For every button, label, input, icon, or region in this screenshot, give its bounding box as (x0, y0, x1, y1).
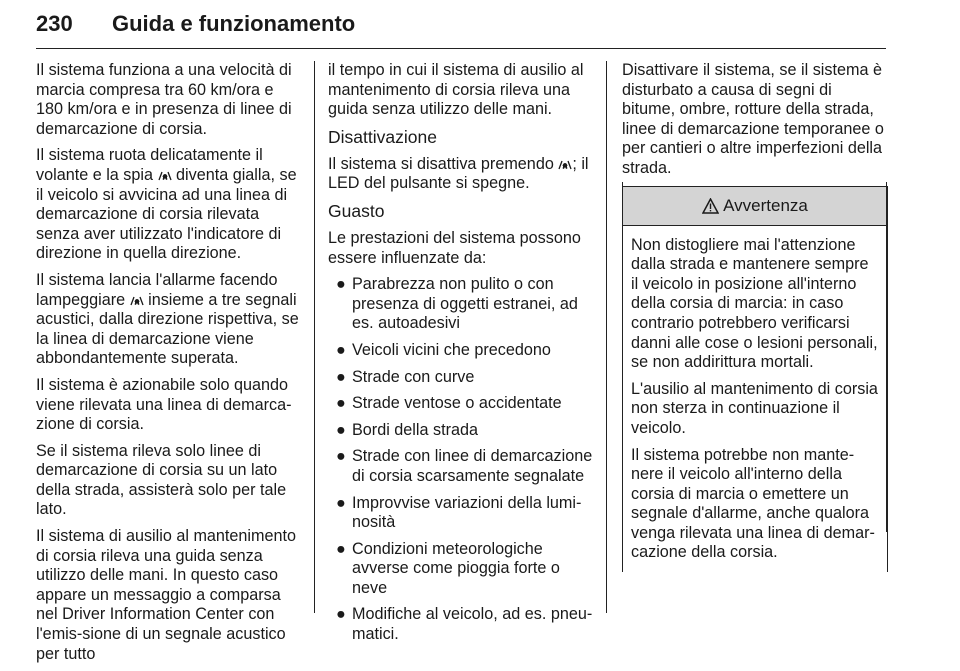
paragraph: Le prestazioni del sistema possono essere influenzate da: (328, 228, 581, 267)
lane-assist-icon (558, 158, 572, 170)
warning-triangle-icon (702, 198, 719, 214)
warning-box-spacer (622, 572, 888, 573)
chapter-title: Guida e funzionamento (112, 11, 356, 36)
bullet-icon: ● (336, 367, 346, 386)
list-item: ● Modifiche al veicolo, ad es. pneu-matici. (336, 605, 593, 644)
warning-box-right-edge (886, 182, 887, 532)
list-item: ● Veicoli vicini che precedono (336, 340, 551, 359)
paragraph: Il sistema si disattiva premendo ; il LED del pulsante si spegne. (328, 154, 589, 193)
lane-assist-icon (158, 169, 172, 181)
paragraph: L'ausilio al mantenimento di corsia non sterza in continuazione il veicolo. (631, 379, 878, 437)
paragraph: Il sistema potrebbe non mante-nere il veicolo all'interno della corsia di marcia o emettere un segnale d'allarme, anche qualora venga rilevata una linea di demar-cazione della corsia. (631, 445, 875, 562)
warning-title: Avvertenza (723, 195, 808, 215)
bullet-icon: ● (336, 605, 346, 624)
page-header (36, 7, 886, 49)
bullet-icon: ● (336, 493, 346, 512)
paragraph: Il sistema è azionabile solo quando viene rilevata una linea di demarca-zione di corsia. (36, 375, 292, 434)
list-item: ● Condizioni meteorologiche avverse come pioggia forte o neve (336, 539, 560, 597)
column-2 (328, 61, 594, 652)
paragraph: Il sistema lancia l'allarme facendo lampeggiare insieme a tre segnali acustici, dalla direzione rispettiva, se la linea di demarcazione viene abbondantemente superata. (36, 270, 299, 368)
bullet-icon: ● (336, 394, 346, 413)
bullet-icon: ● (336, 539, 346, 558)
list-item: ● Strade con curve (336, 367, 475, 386)
bullet-icon: ● (336, 420, 346, 439)
warning-box (622, 186, 888, 573)
lane-assist-icon (130, 294, 144, 306)
header-divider (36, 48, 886, 49)
fault-list (328, 275, 594, 645)
paragraph: il tempo in cui il sistema di ausilio al mantenimento di corsia rileva una guida senza utilizzo delle mani. (328, 61, 584, 119)
column-divider (314, 61, 315, 613)
paragraph: Disattivare il sistema, se il sistema è disturbato a causa di segni di bitume, ombre, rotture della strada, linee di demarcazione temporanee o per cantieri o altre imperfezioni della strada. (622, 61, 884, 177)
list-item: ● Parabrezza non pulito o con presenza di oggetti estranei, ad es. autoadesivi (336, 275, 578, 333)
list-item: ● Strade ventose o accidentate (336, 394, 562, 413)
list-item: ● Strade con linee di demarcazione di corsia scarsamente segnalate (336, 447, 593, 485)
paragraph: Il sistema funziona a una velocità di marcia compresa tra 60 km/ora e 180 km/ora e in presenza di linee di demarcazione di corsia. (36, 61, 292, 138)
bullet-icon: ● (336, 275, 346, 294)
section-heading-disattivazione: Disattivazione (328, 126, 437, 147)
warning-body (623, 226, 887, 573)
column-1 (36, 61, 304, 671)
page-number: 230 (36, 11, 73, 36)
paragraph: Non distogliere mai l'attenzione dalla strada e mantenere sempre il veicolo in posizione all'interno della corsia di marcia: in caso contrario potrebbero verificarsi danni alle cose o lesioni personali, se non addirittura mortali. (631, 235, 878, 372)
paragraph: Il sistema ruota delicatamente il volante e la spia diventa gialla, se il veicolo si avvicina ad una linea di demarcazione di corsia rilevata senza aver utilizzato l'indicatore di direzione in quella direzione. (36, 146, 297, 263)
section-heading-guasto: Guasto (328, 200, 385, 221)
column-3 (622, 61, 888, 572)
list-item: ● Bordi della strada (336, 420, 478, 439)
warning-box-left-edge (622, 182, 623, 532)
bullet-icon: ● (336, 447, 346, 466)
paragraph: Il sistema di ausilio al mantenimento di corsia rileva una guida senza utilizzo delle mani. In questo caso appare un messaggio a comparsa nel Driver Information Center con l'emis-sione di un segnale acustico per tutto (36, 527, 297, 663)
paragraph: Se il sistema rileva solo linee di demarcazione di corsia su un lato della strada, assisterà solo per tale lato. (36, 441, 287, 519)
warning-header (623, 187, 887, 226)
column-divider (606, 61, 607, 613)
list-item: ● Improvvise variazioni della lumi-nosità (336, 493, 582, 532)
bullet-icon: ● (336, 340, 346, 359)
